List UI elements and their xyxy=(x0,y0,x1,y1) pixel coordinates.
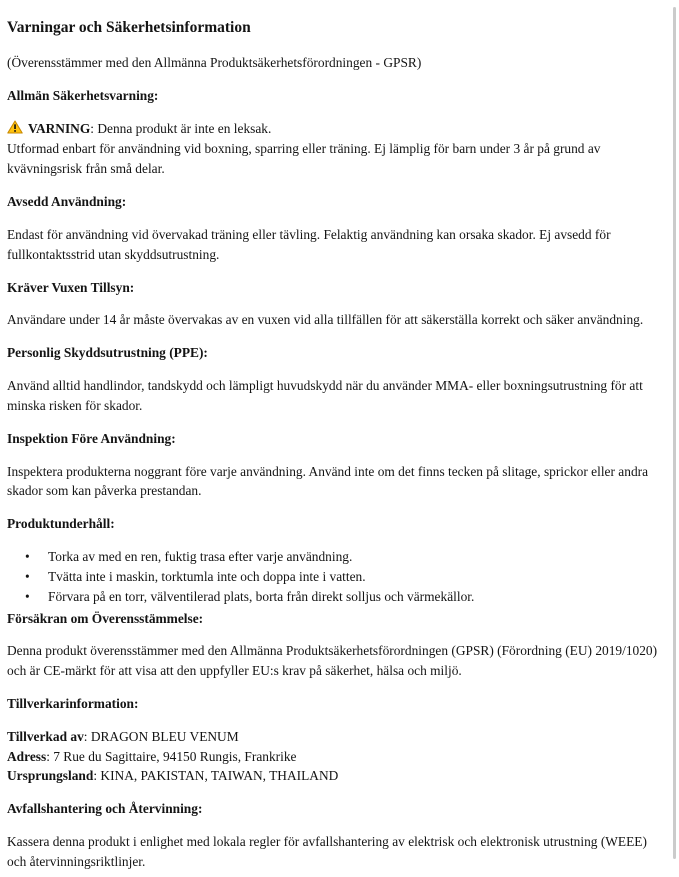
list-item xyxy=(7,587,658,607)
paragraph-ppe: Använd alltid handlindor, tandskydd och lämpligt huvudskydd när du använder MMA- eller boxningsutrustning för att minska risken för skador. xyxy=(7,378,643,413)
section-heading-maintenance: Produktunderhåll: xyxy=(7,516,115,532)
section-heading-manufacturer: Tillverkarinformation: xyxy=(7,695,139,711)
section-heading-waste: Avfallshantering och Återvinning: xyxy=(7,801,203,817)
paragraph-intended-use: Endast för användning vid övervakad träning eller tävling. Felaktig användning kan orsaka skador. Ej avsedd för fullkontaktsstrid utan skyddsutrustning. xyxy=(7,226,611,262)
origin-label: Ursprungsland xyxy=(7,768,94,784)
warning-label: VARNING xyxy=(28,120,91,136)
page-edge-divider xyxy=(673,7,676,859)
paragraph-conformity: Denna produkt överensstämmer med den Allmänna Produktsäkerhetsförordningen (GPSR) (Förordning (EU) 2019/1020) och är CE-märkt för att visa att den uppfyller EU:s krav på säkerhet, hälsa och miljö. xyxy=(7,643,658,679)
list-item xyxy=(7,547,658,567)
section-heading-intended-use: Avsedd Användning: xyxy=(7,194,127,210)
bullet-text: Förvara på en torr, välventilerad plats, borta från direkt solljus och värmekällor. xyxy=(48,588,475,604)
bullet-text: Tvätta inte i maskin, torktumla inte och doppa inte i vatten. xyxy=(48,568,366,584)
section-heading-ppe: Personlig Skyddsutrustning (PPE): xyxy=(7,345,208,361)
section-heading-inspection: Inspektion Före Användning: xyxy=(7,430,176,446)
paragraph-waste: Kassera denna produkt i enlighet med lokala regler för avfallshantering av elektrisk och elektronisk utrustning (WEEE) och återvinningsriktlinjer. xyxy=(7,834,647,869)
section-heading-general-warning: Allmän Säkerhetsvarning: xyxy=(7,87,159,103)
section-heading-conformity: Försäkran om Överensstämmelse: xyxy=(7,610,204,626)
origin-row xyxy=(7,766,658,786)
manufacturer-row xyxy=(7,727,658,747)
paragraph-general-warning: Utformad enbart för användning vid boxning, sparring eller träning. Ej lämplig för barn under 3 år på grund av kvävningsrisk från små delar. xyxy=(7,141,601,177)
manufacturer-value: : DRAGON BLEU VENUM xyxy=(83,728,239,744)
warning-text: : Denna produkt är inte en leksak. xyxy=(90,120,272,136)
warning-triangle-icon xyxy=(7,120,23,140)
paragraph-adult-supervision: Användare under 14 år måste övervakas av en vuxen vid alla tillfällen för att säkerställa korrekt och säker användning. xyxy=(7,312,644,328)
list-item xyxy=(7,567,658,587)
address-value: : 7 Rue du Sagittaire, 94150 Rungis, Frankrike xyxy=(46,748,297,764)
bullet-icon: • xyxy=(25,568,30,584)
bullet-icon: • xyxy=(25,549,30,565)
bullet-text: Torka av med en ren, fuktig trasa efter varje användning. xyxy=(48,549,353,565)
gpsr-subtitle: (Överensstämmer med den Allmänna Produktsäkerhetsförordningen - GPSR) xyxy=(7,54,422,70)
origin-value: : KINA, PAKISTAN, TAIWAN, THAILAND xyxy=(93,768,339,784)
manufacturer-row xyxy=(7,747,658,767)
address-label: Adress xyxy=(7,748,47,764)
manufacturer-info xyxy=(7,727,658,786)
section-heading-adult-supervision: Kräver Vuxen Tillsyn: xyxy=(7,279,135,295)
page-title: Varningar och Säkerhetsinformation xyxy=(7,19,251,36)
maintenance-bullet-list xyxy=(7,547,658,606)
warning-statement xyxy=(7,119,658,140)
manufacturer-label: Tillverkad av xyxy=(7,728,84,744)
bullet-icon: • xyxy=(25,588,30,604)
paragraph-inspection: Inspektera produkterna noggrant före varje användning. Använd inte om det finns tecken på slitage, sprickor eller andra skador som kan påverka prestandan. xyxy=(7,463,649,499)
